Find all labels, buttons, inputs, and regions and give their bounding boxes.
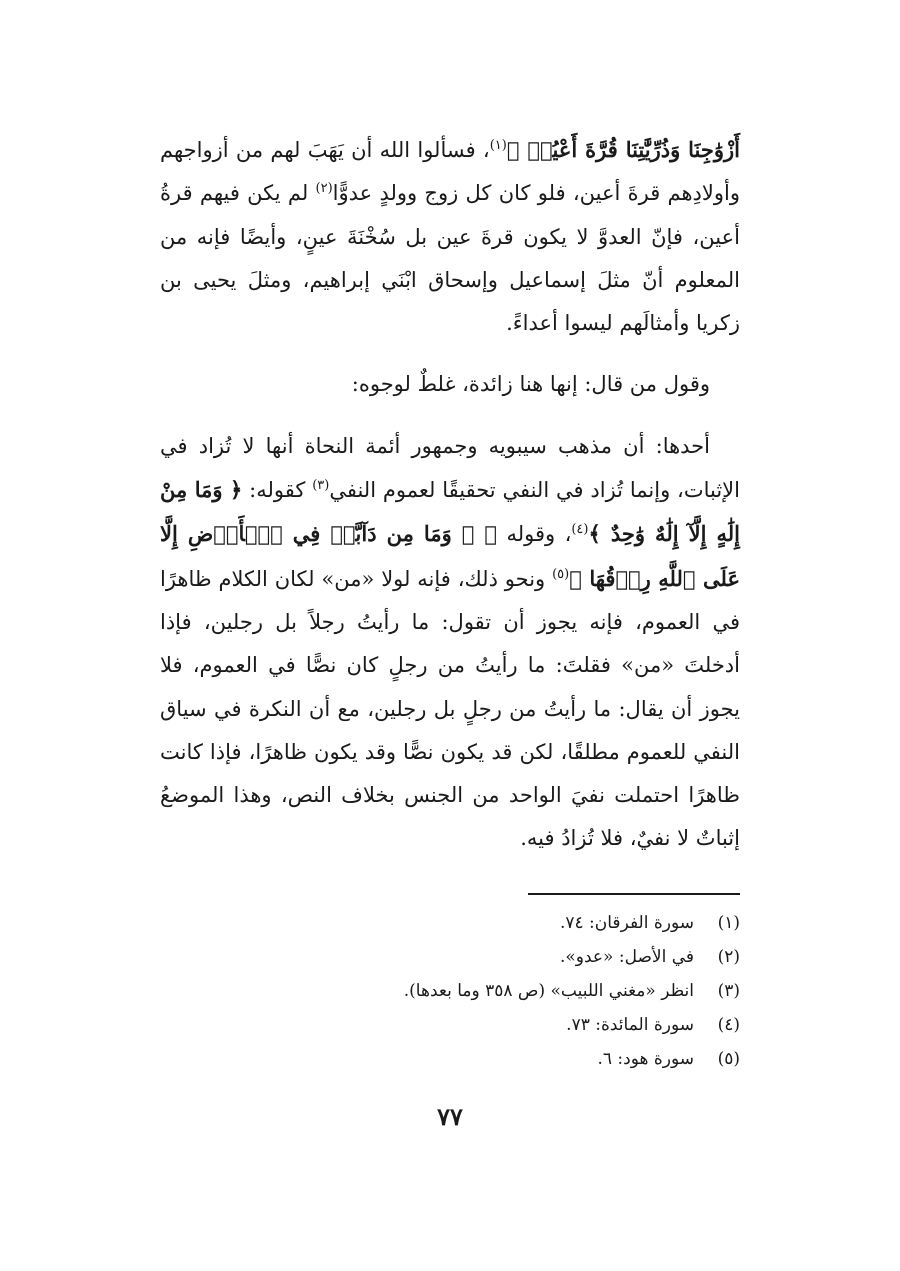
- footnote-number: (٢): [717, 947, 740, 967]
- paragraph-3: [160, 425, 740, 861]
- footnote-text: سورة هود: ٦.: [597, 1049, 694, 1069]
- footnote-text: سورة المائدة: ٧٣.: [566, 1015, 694, 1035]
- paragraph-1: [160, 128, 740, 345]
- footnote-number: (١): [717, 913, 740, 933]
- footnote-number: (٥): [717, 1049, 740, 1069]
- footnote-ref-1: (١): [489, 138, 507, 153]
- footnote-separator: [528, 893, 740, 895]
- footnote-number: (٤): [717, 1015, 740, 1035]
- footnote-item: [200, 1042, 740, 1076]
- paragraph-text: ونحو ذلك، فإنه لولا «من» لكان الكلام ظاهرًا في العموم، فإنه يجوز أن تقول: ما رأيتُ رجلاً بل رجلين، فإذا أدخلتَ «من» فقلتَ: ما رأيتُ من رجلٍ كان نصًّا في العموم، فلا يجوز أن يقال: ما رأيتُ من رجلٍ بل رجلين، مع أن النكرة في سياق النفي للعموم مطلقًا، لكن قد يكون نصًّا وقد يكون ظاهرًا، فإذا كانت ظاهرًا احتملت نفيَ الواحد من الجنس بخلاف النص، وهذا الموضعُ إثباتٌ لا نفيٌ، فلا تُزادُ فيه.: [160, 566, 740, 851]
- paragraph-text: كقوله:: [242, 478, 313, 503]
- paragraph-text: ، فسألوا الله أن يَهَبَ لهم من أزواجهم وأولادِهم قرةَ أعين، فلو كان كل زوج وولدٍ عدوًّا: [160, 138, 740, 206]
- footnote-number: (٣): [717, 981, 740, 1001]
- quran-verse: ﴿ ۞ وَمَا مِن دَآبَّةٖ فِي ٱلۡأَرۡضِ إِلَّا عَلَى ٱللَّهِ رِزۡقُهَا ﴾: [160, 521, 741, 591]
- main-text: [160, 128, 740, 861]
- footnote-item: [200, 974, 740, 1008]
- quran-verse: أَزْوَٰجِنَا وَذُرِّيَّٰتِنَا قُرَّةَ أَعْيُنٖ ﴾: [506, 137, 740, 162]
- page-number: ٧٧: [437, 1102, 463, 1131]
- footnote-text: في الأصل: «عدو».: [559, 947, 694, 967]
- paragraph-text: أحدها: أن مذهب سيبويه وجمهور أئمة النحاة أنها لا تُزاد في الإثبات، وإنما تُزاد في النفي تحقيقًا لعموم النفي: [160, 433, 740, 503]
- footnote-ref-4: (٤): [571, 522, 589, 538]
- footnote-ref-3: (٣): [312, 478, 330, 494]
- paragraph-text: لم يكن فيهم قرةُ أعين، فإنّ العدوَّ لا يكون قرةَ عين بل سُخْنَةَ عينٍ، وأيضًا فإنه من المعلوم أنّ مثلَ إسماعيل وإسحاق ابْنَي إبراهيم، ومثلَ يحيى بن زكريا وأمثالَهم ليسوا أعداءً.: [160, 181, 740, 336]
- quran-verse: ﴿ وَمَا مِنْ إِلَٰهٍ إِلَّآ إِلَٰهٌ وَٰحِدٌ ﴾: [160, 477, 740, 547]
- paragraph-2: [160, 363, 740, 406]
- paragraph-text: ، وقوله: [497, 522, 572, 547]
- footnotes-list: [200, 906, 740, 1076]
- footnote-ref-2: (٢): [315, 181, 333, 197]
- footnote-text: انظر «مغني اللبيب» (ص ٣٥٨ وما بعدها).: [403, 981, 694, 1001]
- footnote-item: [200, 1008, 740, 1042]
- footnote-item: [200, 906, 740, 940]
- footnote-ref-5: (٥): [552, 566, 570, 582]
- footnote-item: [200, 940, 740, 974]
- paragraph-text: وقول من قال: إنها هنا زائدة، غلطٌ لوجوه:: [351, 372, 710, 397]
- footnote-text: سورة الفرقان: ٧٤.: [559, 913, 694, 933]
